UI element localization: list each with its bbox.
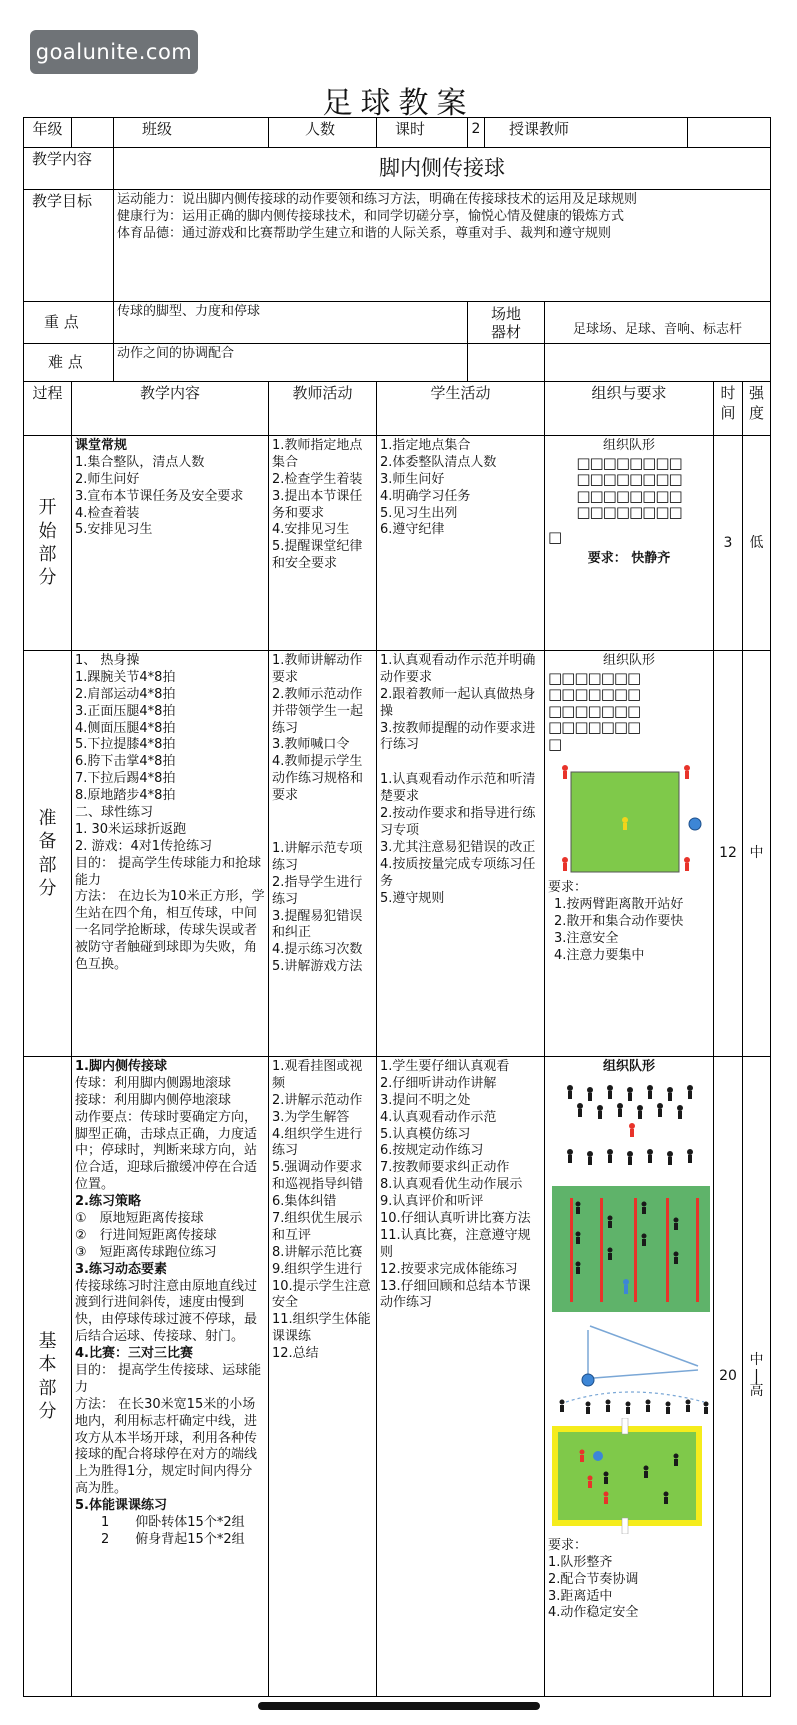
student-line: 4.按质按量完成专项练习任务 bbox=[380, 856, 536, 889]
teacher-line: 5.提醒课堂纪律和安全要求 bbox=[272, 539, 363, 572]
player bbox=[576, 1261, 581, 1274]
teacher-line: 2.检查学生着装 bbox=[272, 471, 363, 487]
teacher-line: 4.提示练习次数 bbox=[272, 942, 363, 958]
difficulty-value: 动作之间的协调配合 bbox=[114, 344, 468, 382]
content-line: 5.安排见习生 bbox=[75, 522, 153, 538]
grade-value bbox=[72, 118, 114, 148]
req-item: 4.注意力要集中 bbox=[554, 947, 645, 963]
formation-row: □□□□□□□□ bbox=[576, 470, 682, 489]
content-line: 2 俯身背起15个*2组 bbox=[75, 1531, 245, 1547]
student-line: 5.见习生出列 bbox=[380, 505, 458, 521]
teacher-line: 2.讲解示范动作 bbox=[272, 1092, 363, 1108]
header-org: 组织与要求 bbox=[545, 382, 714, 436]
student-line: 10.仔细认真听讲比赛方法 bbox=[380, 1211, 531, 1227]
stage-start-teacher bbox=[269, 436, 377, 651]
teacher-value bbox=[688, 118, 771, 148]
stage-char: 部 bbox=[38, 854, 57, 876]
content-line: 接球：利用脚内侧停地滚球 bbox=[75, 1092, 232, 1108]
player bbox=[587, 1087, 593, 1101]
student-line: 2.按动作要求和指导进行练习专项 bbox=[380, 806, 536, 839]
player bbox=[608, 1247, 613, 1260]
student-line: 5.遵守规则 bbox=[380, 890, 445, 906]
student-line: 11.认真比赛，注意遵守规则 bbox=[380, 1227, 531, 1260]
content-line: 目的： 提高学生传球能力和抢球能力 bbox=[75, 855, 262, 888]
student-spacer bbox=[380, 754, 541, 772]
student-line: 4.认真观看动作示范 bbox=[380, 1109, 497, 1125]
key-value: 传球的脚型、力度和停球 bbox=[114, 302, 468, 344]
period-label: 课时 bbox=[377, 118, 468, 148]
pitch bbox=[558, 1432, 696, 1520]
player bbox=[627, 1151, 633, 1165]
content-line: 4.比赛：三对三比赛 bbox=[75, 1346, 193, 1362]
player bbox=[586, 1401, 591, 1414]
player bbox=[674, 1217, 679, 1230]
student-line: 6.遵守纪律 bbox=[380, 522, 445, 538]
header-student: 学生活动 bbox=[377, 382, 545, 436]
teacher-marker: □ bbox=[548, 527, 562, 546]
student-line: 1.指定地点集合 bbox=[380, 438, 471, 453]
stage-prep-intensity: 中 bbox=[743, 651, 771, 1057]
req-title: 要求： bbox=[548, 1537, 588, 1553]
goal-item: 健康行为：运用正确的脚内侧传接球技术，和同学切磋分享，愉悦心情及健康的锻炼方式 bbox=[117, 208, 625, 224]
stage-char: 部 bbox=[38, 1377, 57, 1399]
content-line: 5.体能课课练习 bbox=[75, 1498, 167, 1514]
teacher-line: 3.提出本节课任务和要求 bbox=[272, 488, 363, 521]
player bbox=[644, 1465, 649, 1478]
content-line: 1. 30米运球折返跑 bbox=[75, 821, 187, 837]
player bbox=[576, 1231, 581, 1244]
student-line: 4.明确学习任务 bbox=[380, 488, 471, 504]
content-line: 课堂常规 bbox=[75, 438, 128, 453]
player-red-top-left bbox=[562, 765, 568, 779]
formation-row: □□□□□□□□ bbox=[576, 486, 682, 505]
stage-main-intensity: 中 | 高 bbox=[743, 1057, 771, 1697]
student-line: 5.认真模仿练习 bbox=[380, 1126, 471, 1142]
stage-start-name bbox=[24, 436, 72, 651]
content-line: ① 原地短距离传接球 bbox=[75, 1211, 204, 1227]
stage-main-org bbox=[545, 1057, 714, 1697]
venue-value: 足球场、足球、音响、标志杆 bbox=[545, 302, 771, 344]
stage-main-student bbox=[377, 1057, 545, 1697]
teacher-line: 8.讲解示范比赛 bbox=[272, 1244, 363, 1260]
stage-prep-student bbox=[377, 651, 545, 1057]
teacher-line: 7.组织优生展示和互评 bbox=[272, 1211, 363, 1243]
class-label: 班级 bbox=[114, 118, 269, 148]
teacher-label: 授课教师 bbox=[485, 118, 688, 148]
student-line: 3.师生问好 bbox=[380, 471, 445, 487]
content-line: 6.胯下击掌4*8拍 bbox=[75, 754, 176, 770]
formation-diagram-top bbox=[548, 1080, 714, 1180]
teacher-line: 5.讲解游戏方法 bbox=[272, 959, 363, 975]
stage-char: 始 bbox=[38, 520, 57, 542]
req-title: 要求： bbox=[548, 880, 588, 896]
player bbox=[657, 1103, 663, 1117]
content-line: 1 仰卧转体15个*2组 bbox=[75, 1515, 245, 1531]
goal-item: 运动能力：说出脚内侧传接球的动作要领和练习方法，明确在传接球技术的运用及足球规则 bbox=[117, 192, 638, 207]
content-line: 动作要点：传球时要确定方向，脚型正确，击球点正确，力度适中；停球时，判断来球方向，站位合适，迎球后撤缓冲停在合适位置。 bbox=[75, 1109, 258, 1193]
player bbox=[560, 1399, 565, 1412]
stage-start-content bbox=[72, 436, 269, 651]
player bbox=[642, 1201, 647, 1214]
req-item: 4.动作稳定安全 bbox=[548, 1605, 639, 1621]
req-item: 3.注意安全 bbox=[554, 931, 619, 947]
content-label: 教学内容 bbox=[24, 148, 114, 190]
content-value: 脚内侧传接球 bbox=[114, 148, 771, 190]
player bbox=[577, 1103, 583, 1117]
stage-char: 准 bbox=[38, 807, 57, 829]
org-title: 组织队形 bbox=[603, 653, 656, 668]
content-line: 5.下拉提膝4*8拍 bbox=[75, 737, 176, 753]
student-line: 6.按规定动作练习 bbox=[380, 1143, 484, 1159]
grade-label: 年级 bbox=[24, 118, 72, 148]
player bbox=[666, 1401, 671, 1414]
formation-row: □□□□□□□□ bbox=[576, 453, 682, 472]
player bbox=[576, 1201, 581, 1214]
player bbox=[667, 1151, 673, 1165]
stage-start-org bbox=[545, 436, 714, 651]
content-line: 3.宣布本节课任务及安全要求 bbox=[75, 488, 244, 504]
req-item: 1.按两臂距离散开站好 bbox=[554, 897, 684, 913]
content-line: 1、 热身操 bbox=[75, 653, 140, 668]
player bbox=[677, 1105, 683, 1119]
goal-bottom bbox=[622, 1518, 628, 1534]
student-line: 3.提问不明之处 bbox=[380, 1092, 471, 1108]
teacher-line: 1.讲解示范专项练习 bbox=[272, 841, 363, 873]
home-indicator[interactable] bbox=[258, 1702, 540, 1710]
header-process: 过程 bbox=[24, 382, 72, 436]
content-line: ③ 短距离传球跑位练习 bbox=[75, 1244, 217, 1260]
header-intensity: 强度 bbox=[743, 382, 771, 436]
student-line: 12.按要求完成体能练习 bbox=[380, 1261, 518, 1277]
goal-label: 教学目标 bbox=[24, 190, 114, 302]
stage-char: 开 bbox=[38, 497, 57, 519]
student-line: 1.认真观看动作示范和听清楚要求 bbox=[380, 772, 536, 805]
content-line: 1.脚内侧传接球 bbox=[75, 1059, 167, 1074]
header-content: 教学内容 bbox=[72, 382, 269, 436]
player bbox=[567, 1085, 573, 1099]
teacher-red-figure bbox=[629, 1123, 635, 1137]
student-line: 7.按教师要求纠正动作 bbox=[380, 1160, 510, 1176]
player bbox=[674, 1453, 679, 1466]
teacher-line: 6.集体纠错 bbox=[272, 1194, 337, 1210]
player bbox=[588, 1475, 593, 1488]
teacher-line: 1.教师讲解动作要求 bbox=[272, 653, 363, 685]
player bbox=[608, 1215, 613, 1228]
venue-label bbox=[468, 302, 545, 344]
lesson-plan-table bbox=[23, 117, 771, 1697]
teacher-line: 3.教师喊口令 bbox=[272, 737, 350, 753]
player-red-bottom-left bbox=[562, 857, 568, 871]
content-line: 方法： 在长30米宽15米的小场地内，利用标志杆确定中线，进攻方从本半场开球，利用各种传接球的配合将球停在对方的端线上为胜得1分，规定时间内得分高为胜。 bbox=[75, 1396, 258, 1497]
player bbox=[642, 1233, 647, 1246]
formation-row: □□□□□□□□ bbox=[576, 503, 682, 522]
teacher-line: 1.教师指定地点集合 bbox=[272, 438, 363, 470]
content-line: 7.下拉后踢4*8拍 bbox=[75, 771, 176, 787]
content-line: 2.肩部运动4*8拍 bbox=[75, 686, 176, 702]
header-time: 时间 bbox=[714, 382, 743, 436]
stage-start-row bbox=[24, 436, 771, 651]
stage-prep-teacher bbox=[269, 651, 377, 1057]
stage-char: 分 bbox=[38, 877, 57, 899]
player bbox=[580, 1449, 585, 1462]
difficulty-blank-1 bbox=[468, 344, 545, 382]
content-line: 1.踝腕关节4*8拍 bbox=[75, 669, 176, 685]
player bbox=[597, 1105, 603, 1119]
req-item: 2.散开和集合动作要快 bbox=[554, 914, 684, 930]
student-line: 2.体委整队清点人数 bbox=[380, 454, 497, 470]
player-red-bottom-right bbox=[684, 857, 690, 871]
player bbox=[637, 1105, 643, 1119]
student-line: 2.跟着教师一起认真做热身操 bbox=[380, 686, 536, 719]
teacher-line: 3.提醒易犯错误和纠正 bbox=[272, 908, 363, 941]
player bbox=[604, 1491, 609, 1504]
stage-prep-content bbox=[72, 651, 269, 1057]
watermark: goalunite.com bbox=[30, 30, 198, 74]
goal-top bbox=[622, 1418, 628, 1434]
ball bbox=[593, 1451, 603, 1461]
teacher-line: 11.组织学生体能课课练 bbox=[272, 1312, 371, 1345]
difficulty-blank-2 bbox=[545, 344, 771, 382]
stage-prep-org bbox=[545, 651, 714, 1057]
teacher-line: 4.安排见习生 bbox=[272, 522, 350, 538]
player bbox=[646, 1399, 651, 1412]
content-line: 目的： 提高学生传接球、运球能力 bbox=[75, 1363, 262, 1395]
formation-row: □□□□□□□ bbox=[548, 668, 641, 687]
stage-main-time: 20 bbox=[714, 1057, 743, 1697]
org-requirement bbox=[548, 1538, 710, 1622]
student-line: 3.按教师提醒的动作要求进行练习 bbox=[380, 720, 536, 753]
student-line: 8.认真观看优生动作展示 bbox=[380, 1177, 523, 1193]
stage-main-content bbox=[72, 1057, 269, 1697]
req-item: 3.距离适中 bbox=[548, 1588, 613, 1604]
player bbox=[617, 1103, 623, 1117]
stage-main-row bbox=[24, 1057, 771, 1697]
content-line: ② 行进间短距离传接球 bbox=[75, 1227, 217, 1243]
line-players bbox=[560, 1399, 709, 1414]
teacher-line: 9.组织学生进行 bbox=[272, 1261, 363, 1277]
goal-item: 体育品德：通过游戏和比赛帮助学生建立和谐的人际关系，尊重对手、裁判和遵守规则 bbox=[117, 225, 612, 241]
ball bbox=[689, 818, 701, 830]
org-title: 组织队形 bbox=[603, 438, 656, 453]
teacher-line: 3.为学生解答 bbox=[272, 1109, 350, 1125]
student-line: 2.仔细听讲动作讲解 bbox=[380, 1075, 497, 1091]
stage-char: 本 bbox=[38, 1354, 57, 1376]
pass-arrows bbox=[588, 1326, 698, 1378]
player bbox=[567, 1149, 573, 1163]
stage-prep-name bbox=[24, 651, 72, 1057]
passing-drill-field bbox=[548, 1184, 714, 1314]
player bbox=[587, 1151, 593, 1165]
content-line: 2.师生问好 bbox=[75, 471, 140, 487]
player bbox=[674, 1251, 679, 1264]
process-header-row bbox=[24, 382, 771, 436]
req-list bbox=[548, 897, 710, 965]
player bbox=[627, 1087, 633, 1101]
three-vs-three-field bbox=[548, 1418, 714, 1534]
content-line: 1.集合整队，清点人数 bbox=[75, 454, 205, 470]
teacher-marker: □ bbox=[548, 734, 562, 753]
student-line: 3.尤其注意易犯错误的改正 bbox=[380, 839, 536, 855]
stage-start-time: 3 bbox=[714, 436, 743, 651]
stage-start-student bbox=[377, 436, 545, 651]
content-line: 8.原地踏步4*8拍 bbox=[75, 788, 176, 804]
teacher-line: 1.观看挂图或视频 bbox=[272, 1059, 363, 1091]
stage-char: 部 bbox=[38, 544, 57, 565]
goal-list bbox=[114, 190, 771, 302]
difficulty-label: 难 点 bbox=[24, 344, 114, 382]
stage-main-teacher bbox=[269, 1057, 377, 1697]
teacher-line: 5.强调动作要求和巡视指导纠错 bbox=[272, 1160, 364, 1193]
content-line: 4.检查着装 bbox=[75, 505, 140, 521]
teacher-line: 4.组织学生进行练习 bbox=[272, 1126, 363, 1159]
formation-row: □□□□□□□ bbox=[548, 685, 641, 704]
stage-prep-time: 12 bbox=[714, 651, 743, 1057]
player bbox=[606, 1399, 611, 1412]
formation-row: □□□□□□□ bbox=[548, 701, 641, 720]
stage-char: 分 bbox=[38, 567, 57, 589]
stage-start-intensity: 低 bbox=[743, 436, 771, 651]
period-value: 2 bbox=[468, 118, 485, 148]
org-title: 组织队形 bbox=[603, 1059, 656, 1074]
stage-char: 备 bbox=[38, 831, 57, 853]
header-teacher: 教师活动 bbox=[269, 382, 377, 436]
content-line: 传接球练习时注意由原地直线过渡到行进间斜传，速度由慢到快，由停球传球过渡不停球，最后结合运球、传接球、射门。 bbox=[75, 1278, 258, 1345]
player bbox=[607, 1149, 613, 1163]
player bbox=[687, 1149, 693, 1163]
ball bbox=[582, 1374, 594, 1386]
content-line: 3.练习动态要素 bbox=[75, 1261, 167, 1277]
venue-label-2: 器材 bbox=[490, 322, 521, 341]
org-requirement bbox=[548, 880, 710, 964]
student-line: 13.仔细回顾和总结本节课动作练习 bbox=[380, 1278, 531, 1311]
content-line: 方法： 在边长为10米正方形，学生站在四个角，相互传球，中间一名同学抢断球，传球失误或者被防守者触碰到球即为失败，角色互换。 bbox=[75, 889, 265, 973]
content-line: 2. 游戏：4对1传抢练习 bbox=[75, 838, 213, 854]
content-line: 传球：利用脚内侧踢地滚球 bbox=[75, 1075, 232, 1091]
formation-row: □□□□□□□ bbox=[548, 718, 641, 737]
player bbox=[687, 1085, 693, 1099]
stage-main-name bbox=[24, 1057, 72, 1697]
student-line: 1.学生要仔细认真观看 bbox=[380, 1059, 510, 1074]
player bbox=[704, 1401, 709, 1414]
student-line: 9.认真评价和听评 bbox=[380, 1194, 484, 1210]
teacher-line: 2.教师示范动作并带领学生一起练习 bbox=[272, 686, 364, 736]
content-line: 4.侧面压腿4*8拍 bbox=[75, 720, 176, 736]
player bbox=[686, 1399, 691, 1412]
passing-square-diagram bbox=[549, 756, 709, 876]
player-red-top-right bbox=[684, 765, 690, 779]
content-line: 2.练习策略 bbox=[75, 1194, 141, 1210]
stage-char: 分 bbox=[38, 1400, 57, 1422]
teacher-line: 2.指导学生进行练习 bbox=[272, 874, 363, 907]
movement-diagram bbox=[548, 1318, 714, 1414]
page-title: 足球教案 bbox=[322, 86, 475, 121]
player bbox=[667, 1087, 673, 1101]
key-label: 重 点 bbox=[24, 302, 114, 344]
player bbox=[604, 1471, 609, 1484]
req-item: 2.配合节奏协调 bbox=[548, 1571, 639, 1587]
info-row bbox=[24, 118, 771, 148]
player bbox=[647, 1085, 653, 1099]
teacher-line: 4.教师提示学生动作练习规格和要求 bbox=[272, 754, 364, 804]
count-label: 人数 bbox=[269, 118, 377, 148]
stage-prep-row bbox=[24, 651, 771, 1057]
player bbox=[626, 1401, 631, 1414]
teacher-line: 12.总结 bbox=[272, 1346, 319, 1362]
player bbox=[664, 1491, 669, 1504]
teacher-spacer bbox=[272, 805, 373, 841]
content-line: 3.正面压腿4*8拍 bbox=[75, 703, 176, 719]
player bbox=[647, 1149, 653, 1163]
org-requirement: 要求： 快静齐 bbox=[587, 551, 671, 567]
content-line: 二、球性练习 bbox=[75, 805, 154, 821]
venue-label-1: 场地 bbox=[490, 304, 521, 323]
curved-run-arrow bbox=[566, 1392, 704, 1402]
req-item: 1.队形整齐 bbox=[548, 1554, 613, 1570]
stage-char: 基 bbox=[38, 1330, 57, 1352]
student-line: 1.认真观看动作示范并明确动作要求 bbox=[380, 653, 536, 685]
player bbox=[607, 1085, 613, 1099]
teacher-line: 10.提示学生注意安全 bbox=[272, 1278, 371, 1311]
